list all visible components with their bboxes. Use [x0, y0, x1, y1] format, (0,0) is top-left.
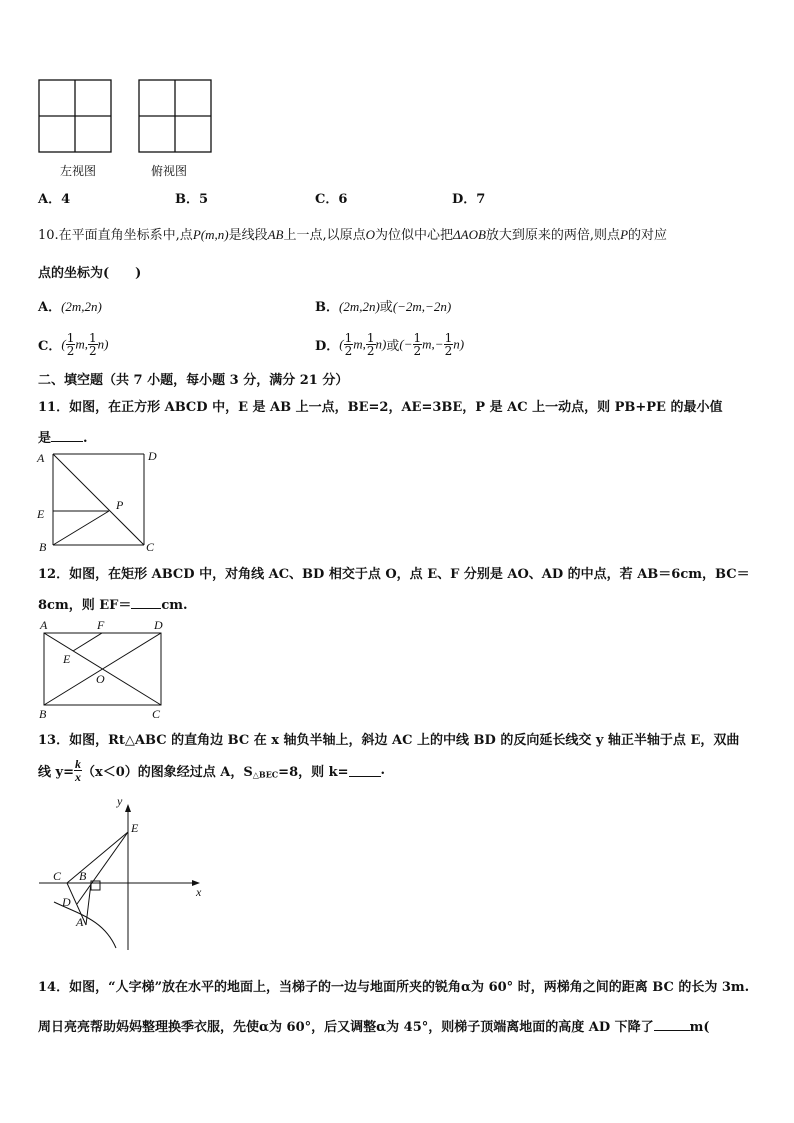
q13-label-c: C	[53, 869, 62, 883]
q14-stem-line2: 周日亮亮帮助妈妈整理换季衣服，先使α为 60°，后又调整α为 45°，则梯子顶端离地面的高度 AD 下降了 m(	[38, 1020, 710, 1035]
q13-stem: 13．如图，Rt△ABC 的直角边 BC 在 x 轴负半轴上，斜边 AC 上的中线 BD 的反向延长线交 y 轴正半轴于点 E，双曲	[38, 733, 740, 748]
q13-label-x: x	[196, 885, 202, 899]
q10-stem-line2: 点的坐标为( )	[38, 266, 142, 281]
q13-stem-line2: 线 y= $\frac{k}{x}$ （x＜0）的图象经过点 A，$S_{\triangle BEC}=8$，则 k= .	[38, 757, 386, 784]
q11-label-e: E	[37, 507, 45, 521]
q9-option-b: B．5	[175, 192, 209, 207]
left-view-label: 左视图	[60, 164, 97, 178]
q9-option-a: A．4	[38, 192, 71, 207]
q12-label-d: D	[154, 618, 163, 632]
q11-label-c: C	[146, 540, 155, 554]
q13-answer-blank[interactable]	[349, 764, 381, 777]
q11-label-d: D	[148, 449, 157, 463]
q11-stem: 11．如图，在正方形 ABCD 中，E 是 AB 上一点，BE=2，AE=3BE，P 是 AC 上一动点，则 PB+PE 的最小值	[38, 400, 723, 415]
q10-option-c: C．( $\frac{1}{2}$ m, $\frac{1}{2}$ n)	[38, 331, 109, 358]
q12-label-e: E	[63, 652, 71, 666]
q10-option-b: B．(2m,2n)或(−2m,−2n)	[315, 299, 452, 315]
section-heading: 二、填空题（共 7 小题，每小题 3 分，满分 21 分）	[38, 373, 349, 388]
q11-figure	[34, 448, 164, 554]
q10-option-a: A．(2m,2n)	[38, 299, 102, 315]
q9-option-d: D．7	[452, 192, 486, 207]
q13-label-d: D	[62, 895, 71, 909]
q12-label-b: B	[39, 707, 47, 721]
q11-label-p: P	[116, 498, 124, 512]
q14-answer-blank[interactable]	[654, 1018, 690, 1031]
q12-label-f: F	[97, 618, 105, 632]
q11-label-b: B	[39, 540, 47, 554]
q11-stem-line2: 是 .	[38, 431, 88, 446]
q13-label-y: y	[117, 796, 123, 808]
q13-figure	[34, 796, 210, 952]
q12-answer-blank[interactable]	[131, 596, 161, 609]
top-view-label: 俯视图	[151, 164, 188, 178]
q12-stem-line2: 8cm，则 EF＝ cm.	[38, 598, 188, 613]
q11-answer-blank[interactable]	[51, 429, 83, 442]
q10-stem: 10.在平面直角坐标系中,点P(m,n)是线段AB上一点,以原点O为位似中心把ΔAOB放大到原来的两倍,则点P的对应	[38, 227, 668, 243]
q12-label-o: O	[96, 672, 105, 686]
q12-label-a: A	[40, 618, 48, 632]
q10-option-d: D．( $\frac{1}{2}$ m, $\frac{1}{2}$ n)或(− $\frac{1}{2}$ m,− $\frac{1}{2}$ n)	[315, 331, 465, 358]
left-view-grid	[38, 79, 112, 153]
q9-option-c: C．6	[315, 192, 348, 207]
q11-label-a: A	[37, 451, 45, 465]
q12-stem: 12．如图，在矩形 ABCD 中，对角线 AC、BD 相交于点 O，点 E、F 分别是 AO、AD 的中点，若 AB＝6cm，BC＝	[38, 567, 750, 582]
q13-label-b: B	[79, 869, 87, 883]
q12-label-c: C	[152, 707, 161, 721]
q13-label-a: A	[76, 915, 84, 929]
q12-figure	[36, 617, 172, 723]
q13-label-e: E	[131, 821, 139, 835]
top-view-grid	[138, 79, 212, 153]
q14-stem: 14．如图，“人字梯”放在水平的地面上，当梯子的一边与地面所夹的锐角α为 60° 时，两梯角之间的距离 BC 的长为 3m.	[38, 980, 750, 995]
